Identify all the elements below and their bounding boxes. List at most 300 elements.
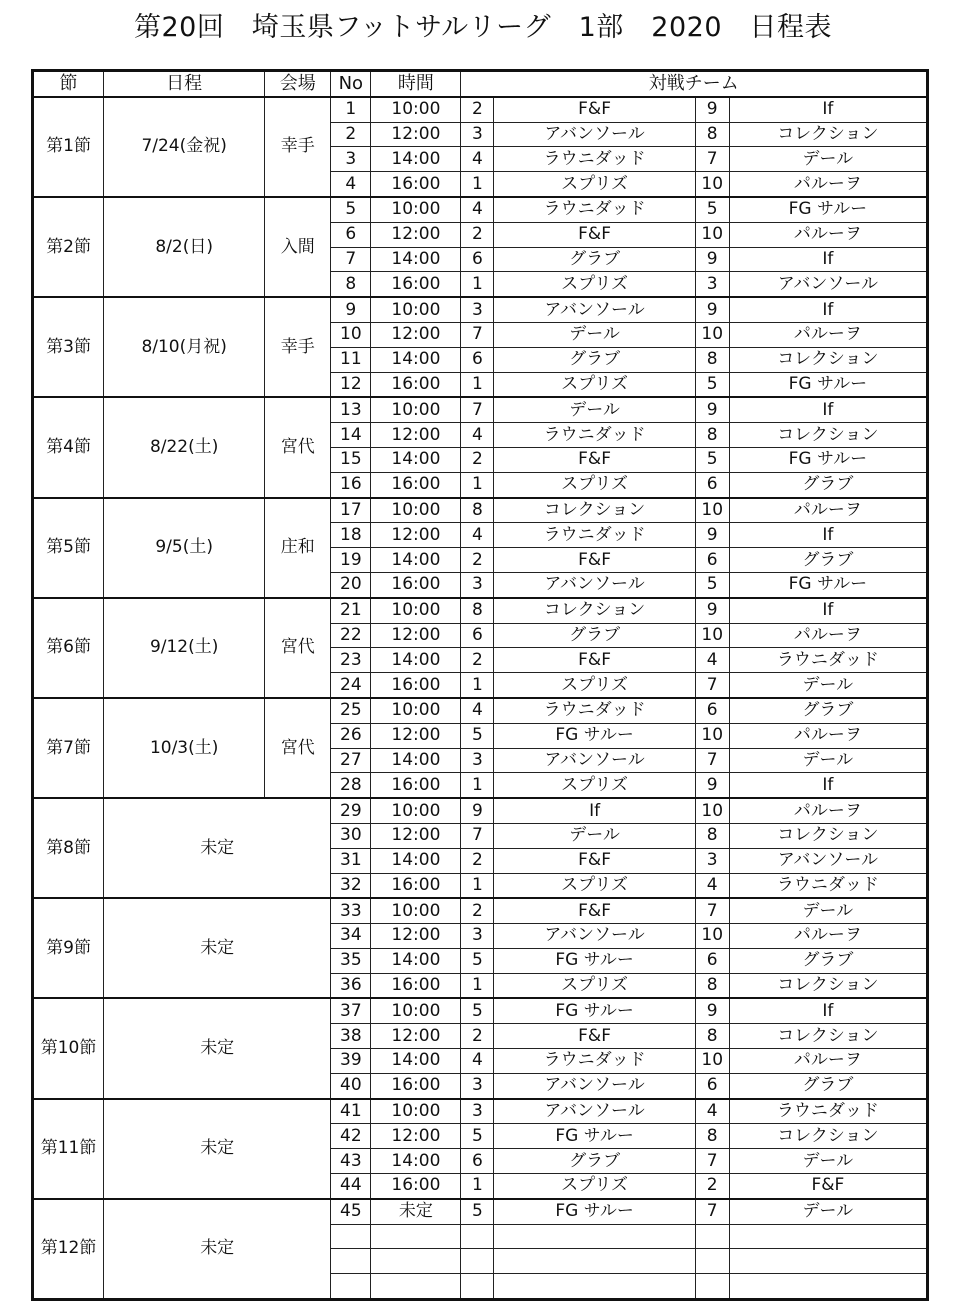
home-team-number: 7 — [461, 397, 494, 422]
away-team-name: アバンソール — [729, 272, 927, 297]
away-team-name: パルーヲ — [729, 723, 927, 748]
round-venue: 宮代 — [265, 698, 331, 798]
away-team-number: 9 — [695, 247, 729, 272]
match-no: 36 — [331, 973, 371, 998]
home-team-number: 2 — [461, 898, 494, 923]
round-group — [33, 498, 928, 598]
away-team-number: 8 — [695, 973, 729, 998]
match-time: 10:00 — [371, 297, 461, 322]
home-team-name: ラウニダッド — [494, 698, 695, 723]
home-team-number: 1 — [461, 372, 494, 397]
round-date: 10/3(土) — [104, 698, 265, 798]
home-team-number — [461, 1249, 494, 1274]
match-time: 14:00 — [371, 347, 461, 372]
match-no: 41 — [331, 1099, 371, 1124]
away-team-number: 10 — [695, 623, 729, 648]
round-date: 8/10(月祝) — [104, 297, 265, 397]
home-team-number: 2 — [461, 648, 494, 673]
away-team-number: 8 — [695, 823, 729, 848]
away-team-number: 9 — [695, 773, 729, 798]
round-group — [33, 998, 928, 1098]
away-team-number: 10 — [695, 798, 729, 823]
away-team-number: 8 — [695, 347, 729, 372]
match-no: 5 — [331, 197, 371, 222]
match-time: 12:00 — [371, 322, 461, 347]
away-team-name: パルーヲ — [729, 798, 927, 823]
home-team-name: スプリズ — [494, 773, 695, 798]
away-team-number: 10 — [695, 723, 729, 748]
home-team-number: 1 — [461, 673, 494, 698]
match-no: 19 — [331, 548, 371, 573]
match-time: 14:00 — [371, 948, 461, 973]
home-team-number: 5 — [461, 998, 494, 1023]
match-no — [331, 1224, 371, 1249]
home-team-number: 4 — [461, 147, 494, 172]
away-team-name: グラブ — [729, 548, 927, 573]
home-team-name: スプリズ — [494, 372, 695, 397]
home-team-name: ラウニダッド — [494, 1049, 695, 1074]
match-time: 12:00 — [371, 222, 461, 247]
away-team-number: 2 — [695, 1174, 729, 1199]
match-time: 10:00 — [371, 498, 461, 523]
away-team-name: コレクション — [729, 423, 927, 448]
home-team-number: 3 — [461, 1073, 494, 1098]
match-no: 35 — [331, 948, 371, 973]
away-team-number: 9 — [695, 598, 729, 623]
away-team-name — [729, 1224, 927, 1249]
home-team-name: F&F — [494, 848, 695, 873]
away-team-number — [695, 1274, 729, 1300]
match-no: 12 — [331, 372, 371, 397]
away-team-name: パルーヲ — [729, 623, 927, 648]
away-team-name: FG サルー — [729, 372, 927, 397]
match-no: 31 — [331, 848, 371, 873]
away-team-name: If — [729, 397, 927, 422]
match-no: 30 — [331, 823, 371, 848]
match-time: 12:00 — [371, 823, 461, 848]
away-team-number: 5 — [695, 197, 729, 222]
match-no: 43 — [331, 1149, 371, 1174]
home-team-number: 1 — [461, 1174, 494, 1199]
home-team-name: グラブ — [494, 1149, 695, 1174]
home-team-number: 6 — [461, 247, 494, 272]
away-team-number: 10 — [695, 322, 729, 347]
away-team-name: If — [729, 598, 927, 623]
away-team-name — [729, 1249, 927, 1274]
away-team-name: If — [729, 773, 927, 798]
match-no: 7 — [331, 247, 371, 272]
away-team-number: 5 — [695, 372, 729, 397]
table-row — [33, 1099, 928, 1124]
home-team-number: 3 — [461, 924, 494, 949]
home-team-number: 2 — [461, 97, 494, 122]
away-team-number: 9 — [695, 297, 729, 322]
away-team-number: 6 — [695, 1073, 729, 1098]
match-time: 16:00 — [371, 773, 461, 798]
match-time: 16:00 — [371, 673, 461, 698]
match-no: 3 — [331, 147, 371, 172]
away-team-name: コレクション — [729, 973, 927, 998]
home-team-name: スプリズ — [494, 472, 695, 497]
match-time: 16:00 — [371, 472, 461, 497]
round-group — [33, 698, 928, 798]
away-team-name: If — [729, 998, 927, 1023]
match-time: 16:00 — [371, 372, 461, 397]
home-team-name: グラブ — [494, 623, 695, 648]
round-date: 8/2(日) — [104, 197, 265, 297]
match-time: 16:00 — [371, 172, 461, 197]
home-team-name: FG サルー — [494, 723, 695, 748]
away-team-number: 9 — [695, 998, 729, 1023]
home-team-name: アバンソール — [494, 297, 695, 322]
home-team-number — [461, 1274, 494, 1300]
away-team-name: グラブ — [729, 698, 927, 723]
match-time: 12:00 — [371, 723, 461, 748]
home-team-number: 3 — [461, 1099, 494, 1124]
home-team-name — [494, 1274, 695, 1300]
home-team-name: ラウニダッド — [494, 147, 695, 172]
match-no: 34 — [331, 924, 371, 949]
round-group — [33, 197, 928, 297]
away-team-number: 8 — [695, 1124, 729, 1149]
match-time: 16:00 — [371, 1174, 461, 1199]
away-team-number: 7 — [695, 898, 729, 923]
away-team-number: 10 — [695, 498, 729, 523]
match-time: 12:00 — [371, 924, 461, 949]
home-team-number: 8 — [461, 498, 494, 523]
match-time: 14:00 — [371, 447, 461, 472]
table-row — [33, 297, 928, 322]
match-time: 16:00 — [371, 1073, 461, 1098]
home-team-number: 7 — [461, 823, 494, 848]
match-no: 15 — [331, 447, 371, 472]
away-team-name: コレクション — [729, 1124, 927, 1149]
home-team-number: 1 — [461, 773, 494, 798]
match-time: 16:00 — [371, 973, 461, 998]
away-team-name: アバンソール — [729, 848, 927, 873]
away-team-number: 7 — [695, 748, 729, 773]
away-team-name: ラウニダッド — [729, 1099, 927, 1124]
match-no: 13 — [331, 397, 371, 422]
away-team-number: 6 — [695, 948, 729, 973]
round-venue: 入間 — [265, 197, 331, 297]
away-team-name: FG サルー — [729, 447, 927, 472]
match-no — [331, 1249, 371, 1274]
match-time: 10:00 — [371, 898, 461, 923]
home-team-name — [494, 1249, 695, 1274]
home-team-name: F&F — [494, 222, 695, 247]
round-date: 7/24(金祝) — [104, 97, 265, 197]
home-team-name: F&F — [494, 447, 695, 472]
round-date: 未定 — [104, 898, 331, 998]
away-team-number: 4 — [695, 873, 729, 898]
match-no: 33 — [331, 898, 371, 923]
match-no: 26 — [331, 723, 371, 748]
home-team-name: デール — [494, 823, 695, 848]
away-team-number: 6 — [695, 548, 729, 573]
away-team-name: コレクション — [729, 347, 927, 372]
round-date: 未定 — [104, 998, 331, 1098]
away-team-name: ラウニダッド — [729, 648, 927, 673]
match-no: 32 — [331, 873, 371, 898]
away-team-name: デール — [729, 748, 927, 773]
match-no: 10 — [331, 322, 371, 347]
home-team-number: 1 — [461, 172, 494, 197]
away-team-number: 8 — [695, 1024, 729, 1049]
round-name: 第11節 — [33, 1099, 104, 1199]
match-no: 14 — [331, 423, 371, 448]
round-name: 第4節 — [33, 397, 104, 497]
round-group — [33, 297, 928, 397]
away-team-number: 5 — [695, 572, 729, 597]
match-no: 18 — [331, 523, 371, 548]
round-date: 未定 — [104, 1099, 331, 1199]
match-time: 14:00 — [371, 1149, 461, 1174]
match-no: 2 — [331, 122, 371, 147]
match-no: 22 — [331, 623, 371, 648]
round-name: 第6節 — [33, 598, 104, 698]
home-team-number: 1 — [461, 973, 494, 998]
table-row — [33, 898, 928, 923]
match-no: 6 — [331, 222, 371, 247]
home-team-name: FG サルー — [494, 998, 695, 1023]
home-team-number: 6 — [461, 347, 494, 372]
away-team-name — [729, 1274, 927, 1300]
match-time — [371, 1224, 461, 1249]
away-team-number: 5 — [695, 447, 729, 472]
away-team-name: コレクション — [729, 1024, 927, 1049]
home-team-number: 4 — [461, 197, 494, 222]
match-no: 27 — [331, 748, 371, 773]
away-team-name: デール — [729, 673, 927, 698]
away-team-number: 10 — [695, 1049, 729, 1074]
match-time: 14:00 — [371, 147, 461, 172]
home-team-name: コレクション — [494, 598, 695, 623]
match-no: 28 — [331, 773, 371, 798]
home-team-name: アバンソール — [494, 924, 695, 949]
away-team-number: 8 — [695, 122, 729, 147]
table-row — [33, 598, 928, 623]
table-row — [33, 798, 928, 823]
away-team-name: FG サルー — [729, 197, 927, 222]
match-no: 39 — [331, 1049, 371, 1074]
away-team-name: グラブ — [729, 1073, 927, 1098]
home-team-number: 1 — [461, 873, 494, 898]
home-team-name: If — [494, 798, 695, 823]
away-team-number: 8 — [695, 423, 729, 448]
schedule-table — [31, 69, 929, 1301]
home-team-number: 2 — [461, 848, 494, 873]
match-no: 44 — [331, 1174, 371, 1199]
match-no: 37 — [331, 998, 371, 1023]
match-time: 10:00 — [371, 397, 461, 422]
match-no: 9 — [331, 297, 371, 322]
home-team-name: アバンソール — [494, 122, 695, 147]
away-team-name: If — [729, 523, 927, 548]
home-team-name: FG サルー — [494, 948, 695, 973]
home-team-name: F&F — [494, 97, 695, 122]
home-team-number: 2 — [461, 1024, 494, 1049]
away-team-name: コレクション — [729, 823, 927, 848]
round-group — [33, 1199, 928, 1300]
home-team-name: アバンソール — [494, 572, 695, 597]
header-time: 時間 — [371, 71, 461, 97]
home-team-number: 1 — [461, 472, 494, 497]
table-row — [33, 1199, 928, 1224]
match-time: 12:00 — [371, 1024, 461, 1049]
home-team-number: 5 — [461, 1124, 494, 1149]
match-time — [371, 1274, 461, 1300]
match-no: 17 — [331, 498, 371, 523]
match-no: 4 — [331, 172, 371, 197]
match-time: 10:00 — [371, 197, 461, 222]
home-team-number: 2 — [461, 222, 494, 247]
home-team-name: FG サルー — [494, 1124, 695, 1149]
round-venue: 幸手 — [265, 297, 331, 397]
round-date: 9/12(土) — [104, 598, 265, 698]
table-row — [33, 998, 928, 1023]
header-no: No — [331, 71, 371, 97]
away-team-name: ラウニダッド — [729, 873, 927, 898]
match-time: 12:00 — [371, 423, 461, 448]
header-date: 日程 — [104, 71, 265, 97]
home-team-name: ラウニダッド — [494, 423, 695, 448]
away-team-name: パルーヲ — [729, 498, 927, 523]
home-team-number: 4 — [461, 423, 494, 448]
away-team-name: If — [729, 97, 927, 122]
home-team-number: 3 — [461, 572, 494, 597]
round-venue: 宮代 — [265, 397, 331, 497]
match-time: 14:00 — [371, 548, 461, 573]
away-team-name: デール — [729, 898, 927, 923]
round-name: 第10節 — [33, 998, 104, 1098]
away-team-number: 4 — [695, 648, 729, 673]
round-name: 第1節 — [33, 97, 104, 197]
away-team-name: If — [729, 297, 927, 322]
home-team-name: FG サルー — [494, 1199, 695, 1224]
round-venue: 幸手 — [265, 97, 331, 197]
round-name: 第12節 — [33, 1199, 104, 1300]
round-date: 8/22(土) — [104, 397, 265, 497]
table-row — [33, 197, 928, 222]
away-team-name: F&F — [729, 1174, 927, 1199]
home-team-number: 4 — [461, 523, 494, 548]
home-team-name: グラブ — [494, 347, 695, 372]
match-no: 42 — [331, 1124, 371, 1149]
table-row — [33, 397, 928, 422]
away-team-name: グラブ — [729, 948, 927, 973]
header-round: 節 — [33, 71, 104, 97]
away-team-number: 7 — [695, 673, 729, 698]
table-row — [33, 498, 928, 523]
table-row — [33, 698, 928, 723]
home-team-name: デール — [494, 322, 695, 347]
away-team-name: グラブ — [729, 472, 927, 497]
match-time: 12:00 — [371, 1124, 461, 1149]
match-time: 14:00 — [371, 748, 461, 773]
round-date: 9/5(土) — [104, 498, 265, 598]
home-team-name: F&F — [494, 1024, 695, 1049]
home-team-number: 9 — [461, 798, 494, 823]
away-team-name: パルーヲ — [729, 222, 927, 247]
round-group — [33, 898, 928, 998]
home-team-name — [494, 1224, 695, 1249]
round-date: 未定 — [104, 1199, 331, 1300]
away-team-number: 7 — [695, 1149, 729, 1174]
home-team-number — [461, 1224, 494, 1249]
away-team-number: 7 — [695, 147, 729, 172]
home-team-name: アバンソール — [494, 1073, 695, 1098]
home-team-number: 3 — [461, 122, 494, 147]
home-team-name: アバンソール — [494, 748, 695, 773]
round-name: 第5節 — [33, 498, 104, 598]
match-time: 10:00 — [371, 1099, 461, 1124]
round-name: 第2節 — [33, 197, 104, 297]
away-team-number: 9 — [695, 97, 729, 122]
match-time: 10:00 — [371, 598, 461, 623]
home-team-number: 2 — [461, 548, 494, 573]
home-team-name: コレクション — [494, 498, 695, 523]
home-team-number: 4 — [461, 1049, 494, 1074]
round-venue: 宮代 — [265, 598, 331, 698]
away-team-number: 4 — [695, 1099, 729, 1124]
round-venue: 庄和 — [265, 498, 331, 598]
home-team-number: 4 — [461, 698, 494, 723]
match-no: 40 — [331, 1073, 371, 1098]
home-team-name: ラウニダッド — [494, 197, 695, 222]
home-team-number: 7 — [461, 322, 494, 347]
round-group — [33, 598, 928, 698]
match-time: 16:00 — [371, 873, 461, 898]
home-team-number: 6 — [461, 623, 494, 648]
away-team-name: If — [729, 247, 927, 272]
round-group — [33, 1099, 928, 1199]
match-time: 10:00 — [371, 798, 461, 823]
round-group — [33, 397, 928, 497]
match-time: 10:00 — [371, 97, 461, 122]
header-match: 対戦チーム — [461, 71, 928, 97]
home-team-name: アバンソール — [494, 1099, 695, 1124]
away-team-number: 10 — [695, 222, 729, 247]
away-team-number: 7 — [695, 1199, 729, 1224]
match-no: 1 — [331, 97, 371, 122]
home-team-name: ラウニダッド — [494, 523, 695, 548]
away-team-number: 9 — [695, 397, 729, 422]
round-group — [33, 798, 928, 898]
match-no: 38 — [331, 1024, 371, 1049]
away-team-number: 9 — [695, 523, 729, 548]
away-team-number — [695, 1224, 729, 1249]
match-time: 14:00 — [371, 247, 461, 272]
match-time: 10:00 — [371, 998, 461, 1023]
home-team-name: スプリズ — [494, 873, 695, 898]
home-team-number: 8 — [461, 598, 494, 623]
match-no: 25 — [331, 698, 371, 723]
match-time: 14:00 — [371, 1049, 461, 1074]
home-team-name: スプリズ — [494, 1174, 695, 1199]
away-team-number: 6 — [695, 472, 729, 497]
match-no: 24 — [331, 673, 371, 698]
round-name: 第8節 — [33, 798, 104, 898]
header-row — [33, 71, 928, 97]
home-team-number: 2 — [461, 447, 494, 472]
match-no: 45 — [331, 1199, 371, 1224]
table-row — [33, 97, 928, 122]
home-team-name: スプリズ — [494, 272, 695, 297]
match-no: 20 — [331, 572, 371, 597]
match-no — [331, 1274, 371, 1300]
away-team-number — [695, 1249, 729, 1274]
